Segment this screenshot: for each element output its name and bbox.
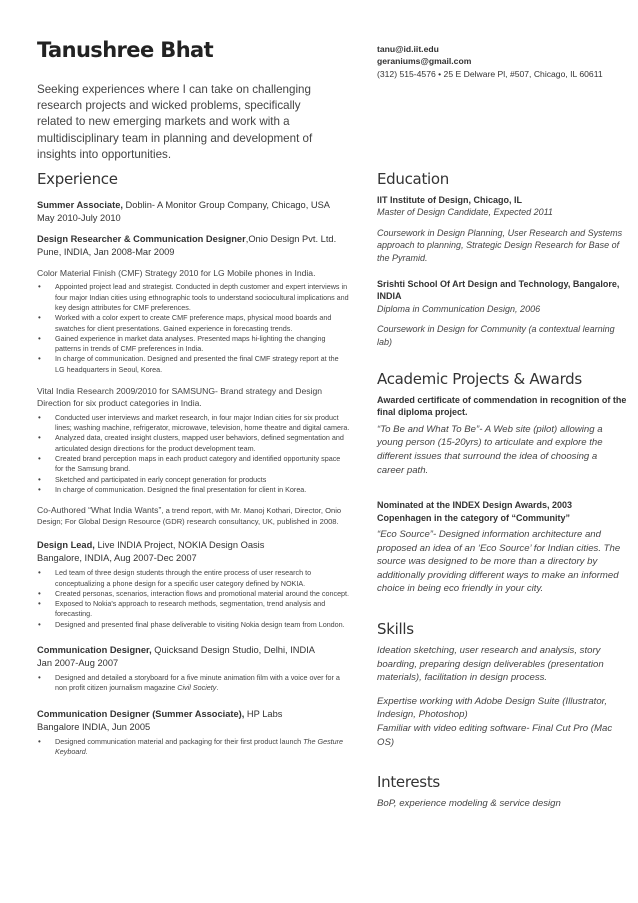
product-name: The Gesture Keyboard. [55,736,344,756]
award-1-text: “To Be and What To Be”- A Web site (pilot) allowing a young person (15-20yrs) to articulate and explore the different issues that surround the idea of choosing a career path. [377,423,603,476]
education-heading: Education [377,170,449,188]
interests-text: BoP, experience modeling & service design [377,798,561,810]
lg-project-bullets [37,282,350,375]
job-title: Design Researcher & Communication Designer [37,234,246,244]
list-item: • Designed and presented final phase deliverable to visiting Nokia design team from London. [37,620,350,630]
job-dates: Pune, INDIA, Jan 2008-Mar 2009 [37,247,175,257]
magazine-name: Civil Society [177,683,217,693]
nokia-bullets [37,568,350,630]
list-item: • Exposed to Nokia's approach to research methods, segmentation, trend analysis and forecasting. [37,599,350,620]
hp-entry [37,708,350,734]
contact-block [377,43,627,80]
job-dates: Bangalore, INDIA, Aug 2007-Dec 2007 [37,553,197,564]
phone-address: (312) 515-4576 • 25 E Delware Pl, #507, Chicago, IL 60611 [377,68,603,79]
job-title: Communication Designer (Summer Associate), [37,708,245,719]
samsung-project-bullets [37,413,350,495]
list-item: • Worked with a color expert to create CMF preference maps, physical mood boards and swatches for client presentations. Gained experience in forecasting trends. [37,313,350,334]
email-secondary[interactable]: geraniums@gmail.com [377,56,472,67]
list-item: • Created brand perception maps in each product category and identified opportunity space for the Samsung brand. [37,454,350,475]
list-item [37,673,350,694]
list-item: • Gained experience in market data analyses. Presented maps hi-lighting the changing patterns in trends of CMF preferences in India. [37,334,350,355]
award-2-text: “Eco Source”- Designed information architecture and proposed an idea of an ‘Eco Source’ for Indian cities. The source was designed to be more than a directory by additionally providing different ways to make an informed choice in being eco friendly in your city. [377,529,621,595]
list-item: • In charge of communication. Designed and presented the final CMF strategy report at the LG headquarters in Seoul, Korea. [37,354,350,375]
srishti-coursework: Coursework in Design for Community (a contextual learning lab) [377,324,615,347]
job-company: Live INDIA Project, NOKIA Design Oasis [94,540,265,551]
bullet-text: Designed communication material and packaging for their first product launch [55,736,304,746]
list-item: • Conducted user interviews and market research, in four major Indian cities for six product lines; washing machine, refrigerator, microwave, television, home theatre and digital camera. [37,413,350,434]
job-company: Doblin- A Monitor Group Company, Chicago, USA [122,200,330,210]
job-title: Design Lead, [37,540,95,551]
email-primary[interactable]: tanu@id.iit.edu [377,44,439,54]
skills-heading: Skills [377,620,414,639]
academic-heading: Academic Projects & Awards [377,370,582,389]
candidate-name: Tanushree Bhat [37,38,214,62]
summer-associate-entry [37,199,350,225]
list-item: • Analyzed data, created insight clusters, mapped user behaviors, defined segmentation and articulated design directions for the product development team. [37,433,350,454]
award-2-title: Nominated at the INDEX Design Awards, 2003 Copenhagen in the category of “Community” [377,500,573,523]
skills-text-1: Ideation sketching, user research and analysis, story boarding, preparing design deliverables (presentation materials), facilitation in design process. [377,645,604,684]
quicksand-bullets [37,673,350,694]
coauthored-report [37,505,350,527]
bullet-text: Designed and detailed a storyboard for a five minute animation film with a voice over for a non profit citizen journalism magazine [55,673,340,693]
srishti-name: Srishti School Of Art Design and Technology, Bangalore, INDIA [377,279,620,302]
coauthored-details: , a trend report, with Mr. Manoj Kothari, Director, Onio Design; For Global Design Resource (GDR) research consultancy, UK, published in 2008. [37,506,342,527]
list-item: • Sketched and participated in early concept generation for products [37,475,350,485]
iit-degree: Master of Design Candidate, Expected 2011 [377,207,553,218]
iit-coursework: Coursework in Design Planning, User Research and Systems approach to planning, Strategic Design Research for Base of the Pyramid. [377,227,623,263]
experience-heading: Experience [37,170,118,188]
right-column [377,170,627,811]
job-company: HP Labs [244,708,283,719]
job-company: Quicksand Design Studio, Delhi, INDIA [151,645,315,656]
skills-text-3: Familiar with video editing software- Final Cut Pro (Mac OS) [377,723,613,748]
job-title: Communication Designer, [37,645,152,656]
list-item: • Created personas, scenarios, interaction flows and promotional material around the concept. [37,589,350,599]
list-item: • Appointed project lead and strategist. Conducted in depth customer and expert interviews in four major Indian cities using ethnographic tools to understand sociocultural implications and key design attributes for CMF preferences. [37,282,350,313]
job-dates: Jan 2007-Aug 2007 [37,658,119,669]
job-title: Summer Associate, [37,200,123,210]
left-column [37,170,350,757]
skills-text-2: Expertise working with Adobe Design Suite (Illustrator, Indesign, Photoshop) [377,695,608,721]
coauthored-title: Co-Authored “What India Wants” [37,505,162,516]
job-dates: Bangalore INDIA, Jun 2005 [37,721,151,732]
samsung-project-title: Vital India Research 2009/2010 for SAMSUNG- Brand strategy and Design Direction for six product categories in India. [37,386,323,409]
interests-heading: Interests [377,773,440,792]
list-item: • Led team of three design students through the entire process of user research to conceptualizing a phone design for a specific user category defined by NOKIA. [37,568,350,589]
job-company: ,Onio Design Pvt. Ltd. [245,234,337,244]
nokia-entry [37,539,350,565]
bullet-end: . [216,683,219,693]
lg-project-title: Color Material Finish (CMF) Strategy 2010 for LG Mobile phones in India. [37,268,316,278]
quicksand-entry [37,644,350,670]
award-1-title: Awarded certificate of commendation in recognition of the final diploma project. [377,395,627,418]
list-item [37,737,350,758]
hp-bullets [37,737,350,758]
job-dates: May 2010-July 2010 [37,213,121,223]
career-summary: Seeking experiences where I can take on challenging research projects and wicked problems, specifically related to new emerging markets and work with a multidisciplinary team in planning and development of insights into opportunities. [37,83,313,161]
onio-entry [37,233,350,259]
srishti-degree: Diploma in Communication Design, 2006 [377,303,541,314]
iit-name: IIT Institute of Design, Chicago, IL [377,195,523,205]
list-item: • In charge of communication. Designed the final presentation for client in Korea. [37,485,350,495]
